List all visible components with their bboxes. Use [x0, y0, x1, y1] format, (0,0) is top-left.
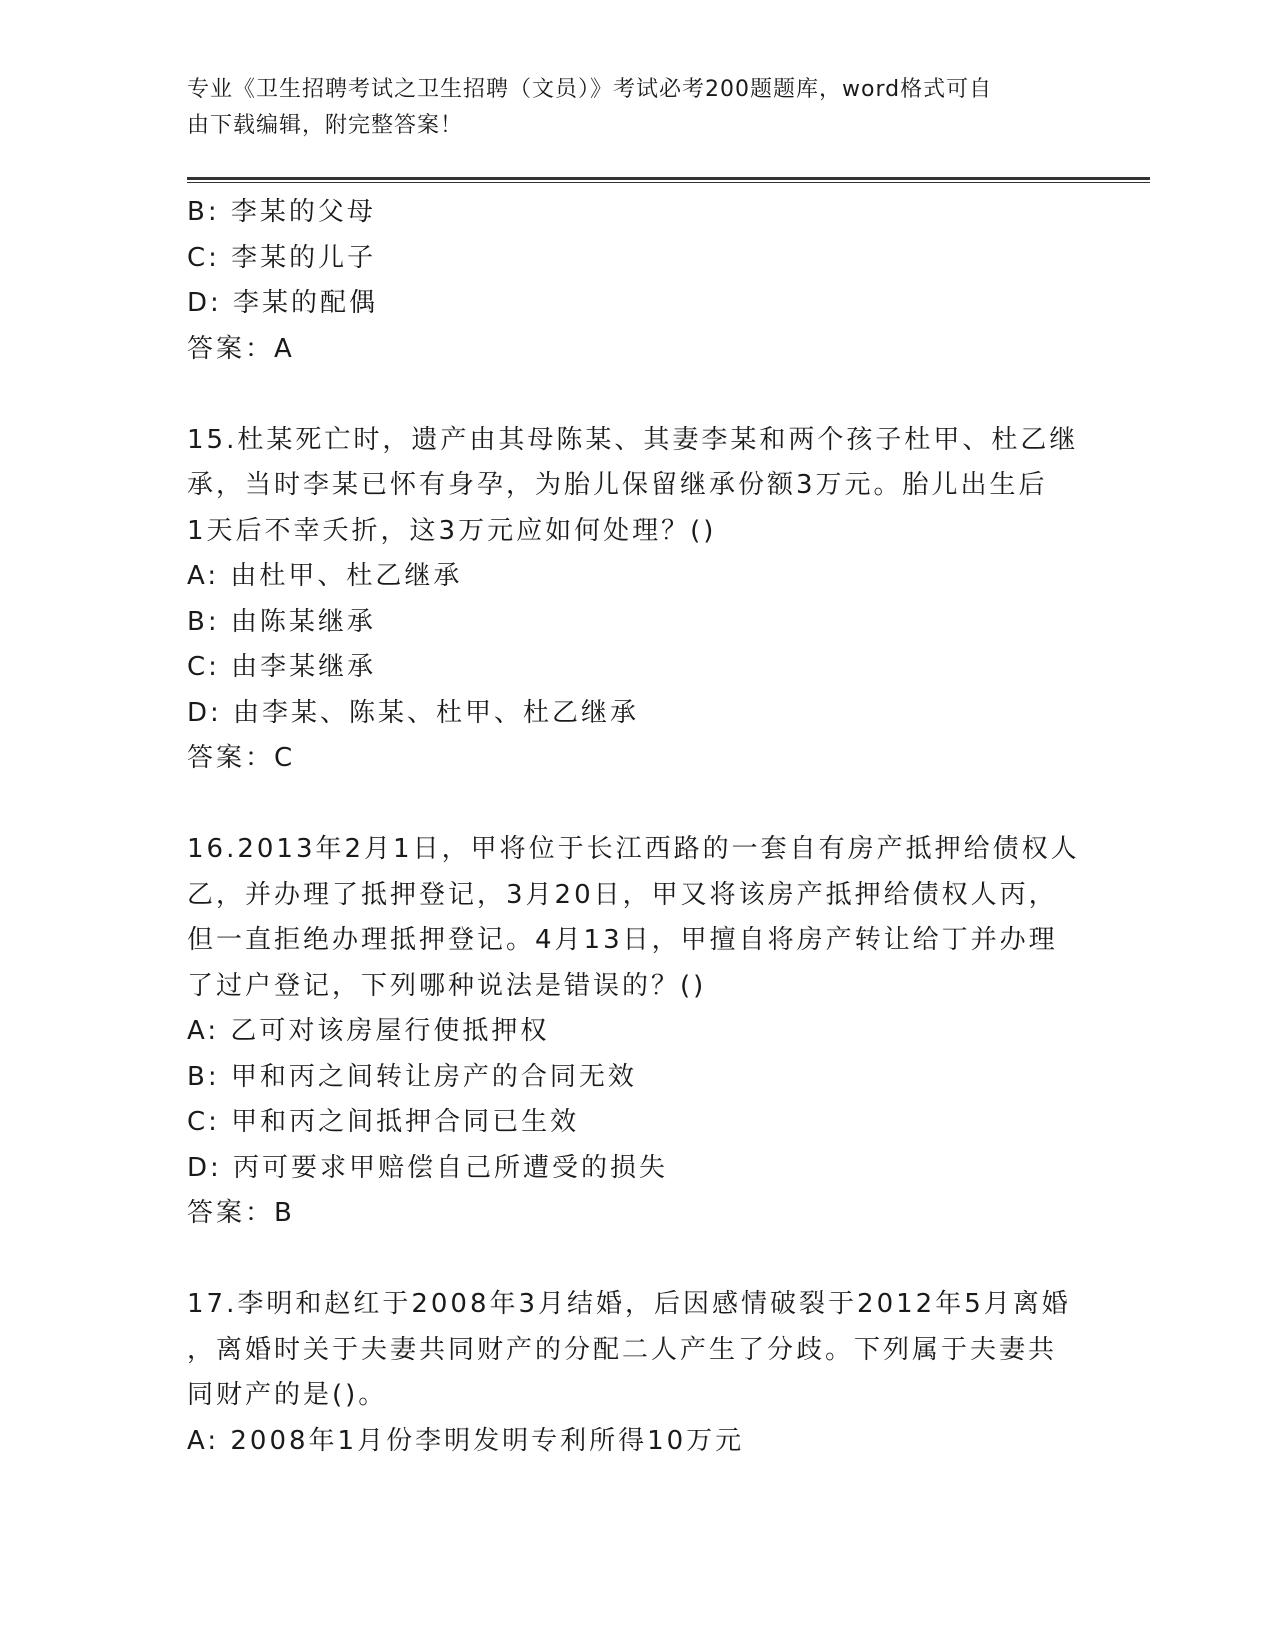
question-stem-line: 承，当时李某已怀有身孕，为胎儿保留继承份额3万元。胎儿出生后 [187, 470, 1048, 500]
question-15 [187, 418, 1087, 782]
page-header [187, 72, 1067, 144]
option-c: C: 由李某继承 [187, 652, 377, 682]
option-d: D: 由李某、陈某、杜甲、杜乙继承 [187, 697, 640, 728]
question-stem-line: 同财产的是()。 [187, 1380, 388, 1410]
option-d: D: 李某的配偶 [187, 288, 379, 318]
header-line-1: 专业《卫生招聘考试之卫生招聘（文员）》考试必考200题题库，word格式可自 [187, 77, 993, 102]
option-b: B: 李某的父母 [187, 197, 376, 227]
option-a: A: 由杜甲、杜乙继承 [187, 561, 463, 591]
spacer [187, 1237, 1087, 1283]
answer-line: 答案：A [187, 333, 295, 364]
question-stem-line: 15.杜某死亡时，遗产由其母陈某、其妻李某和两个孩子杜甲、杜乙继 [187, 424, 1079, 455]
question-stem-line: 16.2013年2月1日，甲将位于长江西路的一套自有房产抵押给债权人 [187, 834, 1080, 864]
header-line-2: 由下载编辑，附完整答案！ [187, 113, 464, 138]
question-17 [187, 1282, 1087, 1464]
question-14-continued [187, 190, 1087, 372]
option-a: A: 2008年1月份李明发明专利所得10万元 [187, 1425, 745, 1456]
option-c: C: 甲和丙之间抵押合同已生效 [187, 1107, 580, 1137]
question-stem-line: 1天后不幸夭折，这3万元应如何处理？() [187, 515, 717, 546]
option-c: C: 李某的儿子 [187, 242, 377, 273]
question-stem-line: 乙，并办理了抵押登记，3月20日，甲又将该房产抵押给债权人丙， [187, 879, 1058, 910]
option-b: B: 由陈某继承 [187, 606, 376, 637]
document-body [187, 190, 1087, 1464]
header-divider-thick [187, 177, 1150, 180]
answer-line: 答案：B [187, 1198, 295, 1228]
question-stem-line: 但一直拒绝办理抵押登记。4月13日，甲擅自将房产转让给丁并办理 [187, 925, 1058, 955]
question-16 [187, 827, 1087, 1237]
question-stem-line: 17.李明和赵红于2008年3月结婚，后因感情破裂于2012年5月离婚 [187, 1289, 1071, 1319]
question-stem-line: ，离婚时关于夫妻共同财产的分配二人产生了分歧。下列属于夫妻共 [187, 1334, 1058, 1365]
spacer [187, 782, 1087, 828]
option-d: D: 丙可要求甲赔偿自己所遭受的损失 [187, 1152, 669, 1183]
header-divider-thin [187, 182, 1150, 183]
option-b: B: 甲和丙之间转让房产的合同无效 [187, 1061, 637, 1092]
answer-line: 答案：C [187, 743, 296, 773]
option-a: A: 乙可对该房屋行使抵押权 [187, 1016, 550, 1046]
spacer [187, 372, 1087, 418]
question-stem-line: 了过户登记，下列哪种说法是错误的？() [187, 970, 707, 1001]
